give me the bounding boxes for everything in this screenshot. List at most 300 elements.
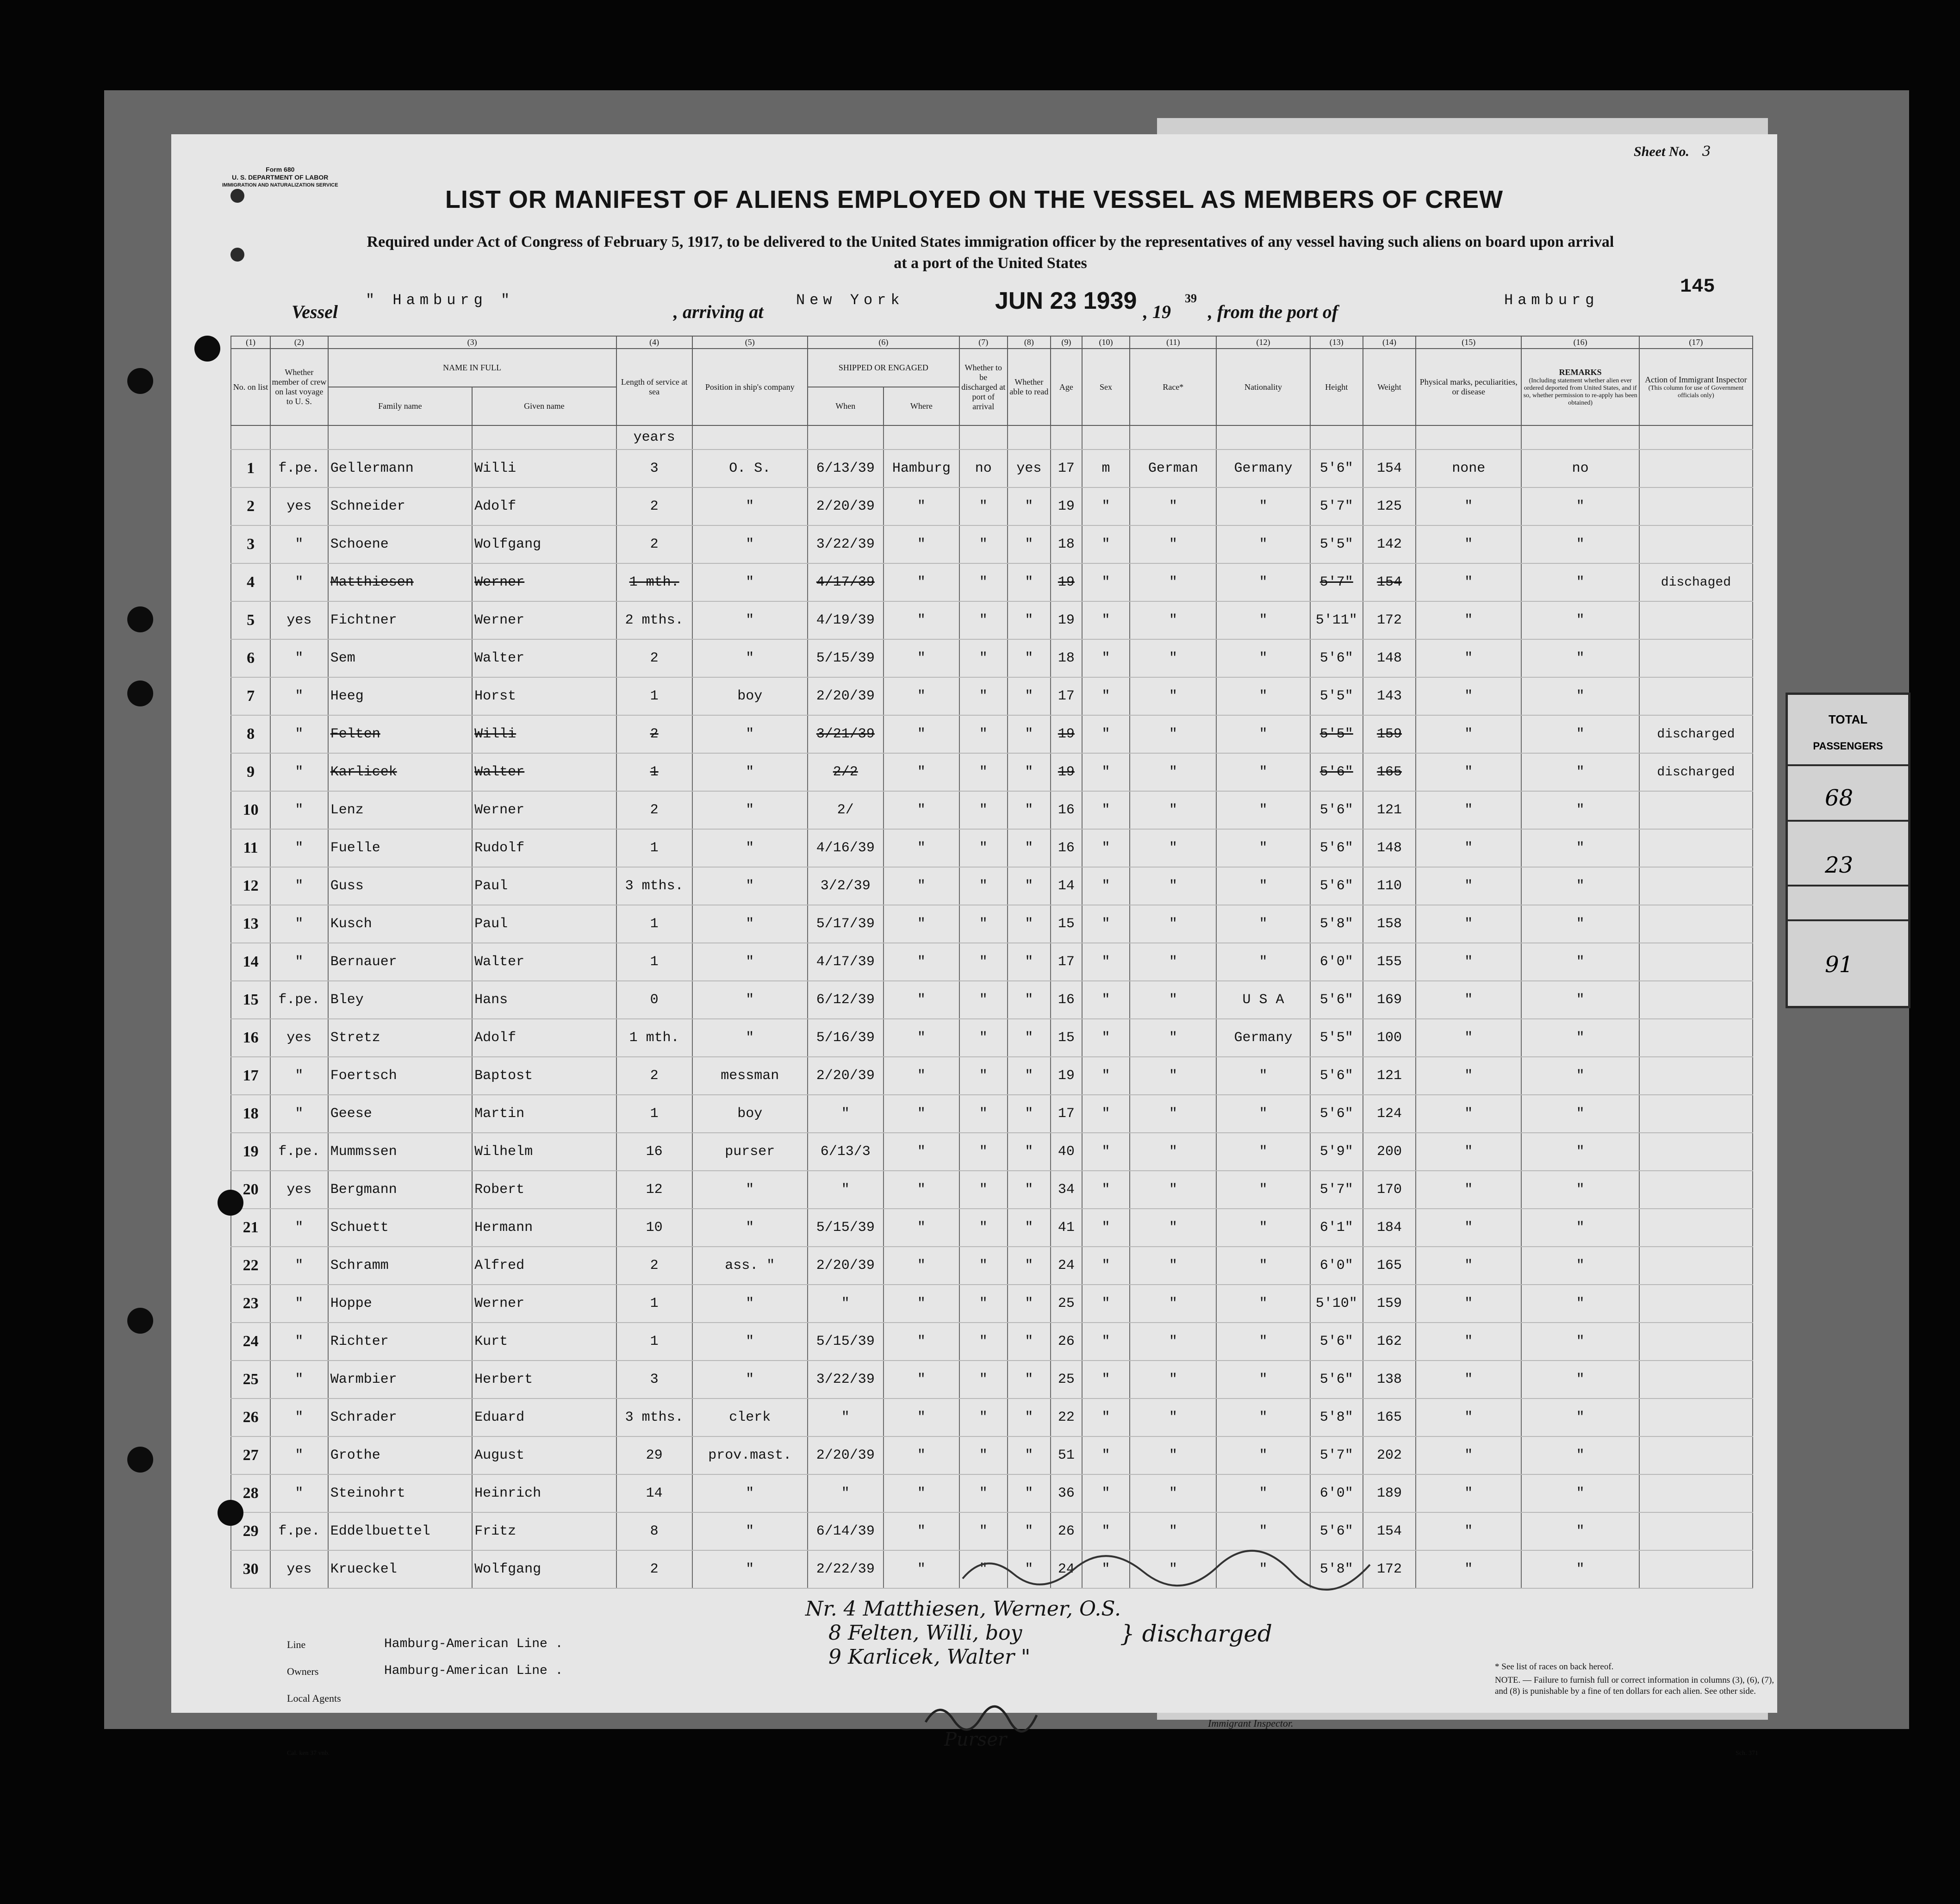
cell-disch: " [959, 1361, 1008, 1398]
cell-race: " [1130, 1095, 1216, 1133]
cell-nat: Germany [1216, 449, 1310, 487]
cell-read: " [1008, 943, 1051, 981]
cell-race: " [1130, 1361, 1216, 1398]
cell-nat: U S A [1216, 981, 1310, 1019]
cell-when: " [808, 1171, 884, 1209]
cell-remarks: " [1521, 1474, 1639, 1512]
col-race: Race* [1130, 349, 1216, 425]
cell-remarks: " [1521, 1285, 1639, 1323]
action-title: Action of Immigrant Inspector [1645, 375, 1747, 384]
cell-sex: " [1082, 1474, 1130, 1512]
cell-when: 5/16/39 [808, 1019, 884, 1057]
cell-where: " [884, 1285, 959, 1323]
col-num: (12) [1216, 336, 1310, 349]
cell-race: " [1130, 1474, 1216, 1512]
cell-weight: 121 [1363, 791, 1416, 829]
binder-hole [127, 680, 153, 706]
cell-read: " [1008, 1057, 1051, 1095]
col-action [1639, 349, 1753, 425]
cell-nat: " [1216, 1247, 1310, 1285]
cell-remarks: " [1521, 867, 1639, 905]
col-num: (1) [231, 336, 270, 349]
cell-no: 2 [231, 487, 270, 525]
cell-height: 5'9" [1310, 1133, 1363, 1171]
table-row [231, 981, 1753, 1019]
cell-member: " [270, 905, 328, 943]
owners-label: Owners [287, 1666, 319, 1677]
cell-given: Hermann [472, 1209, 616, 1247]
binder-hole [127, 1447, 153, 1473]
cell-action [1639, 1095, 1753, 1133]
cell-height: 5'6" [1310, 1512, 1363, 1550]
cell-length: 3 [616, 449, 692, 487]
cell-length: 3 mths. [616, 867, 692, 905]
cell-action [1639, 1398, 1753, 1436]
cell-length: 2 [616, 1247, 692, 1285]
cell-action [1639, 639, 1753, 677]
departure-port: Hamburg [1504, 292, 1599, 309]
cell-remarks: " [1521, 487, 1639, 525]
table-row [231, 829, 1753, 867]
cell-action: discharged [1639, 715, 1753, 753]
cell-where: " [884, 1057, 959, 1095]
cell-disch: " [959, 1512, 1008, 1550]
cell-given: Herbert [472, 1361, 616, 1398]
binder-hole [127, 368, 153, 394]
cell-no: 19 [231, 1133, 270, 1171]
cell-member: " [270, 525, 328, 563]
cell-weight: 162 [1363, 1323, 1416, 1361]
cell-nat: " [1216, 1474, 1310, 1512]
purser-signature [921, 1699, 1041, 1741]
cell-read: " [1008, 715, 1051, 753]
cell-member: yes [270, 1550, 328, 1588]
cell-disch: " [959, 639, 1008, 677]
cell-given: Werner [472, 563, 616, 601]
col-num: (6) [808, 336, 959, 349]
cell-given: Walter [472, 753, 616, 791]
cell-action [1639, 1474, 1753, 1512]
cell-height: 5'6" [1310, 639, 1363, 677]
sheet-number [1634, 144, 1711, 160]
cell-member: " [270, 1474, 328, 1512]
bullet-icon [230, 248, 244, 262]
cell-sex: " [1082, 981, 1130, 1019]
col-read: Whether able to read [1008, 349, 1051, 425]
cell-action [1639, 829, 1753, 867]
cell-disch: " [959, 829, 1008, 867]
cell-where: " [884, 715, 959, 753]
cell-nat: " [1216, 601, 1310, 639]
cell-when: 6/13/3 [808, 1133, 884, 1171]
cell-family: Heeg [328, 677, 472, 715]
cell-position: " [692, 1512, 808, 1550]
cell-height: 5'5" [1310, 677, 1363, 715]
cell-member: " [270, 1436, 328, 1474]
cell-read: " [1008, 1209, 1051, 1247]
cell-weight: 184 [1363, 1209, 1416, 1247]
cell-read: " [1008, 525, 1051, 563]
cell-family: Karlicek [328, 753, 472, 791]
table-row [231, 1057, 1753, 1095]
cell-where: " [884, 487, 959, 525]
cell-race: " [1130, 1247, 1216, 1285]
cell-weight: 125 [1363, 487, 1416, 525]
cell-given: Rudolf [472, 829, 616, 867]
cell-position: " [692, 487, 808, 525]
cell-read: " [1008, 981, 1051, 1019]
cell-disch: " [959, 1057, 1008, 1095]
cell-height: 5'6" [1310, 1095, 1363, 1133]
cell-weight: 121 [1363, 1057, 1416, 1095]
cell-when: 2/22/39 [808, 1550, 884, 1588]
cell-race: German [1130, 449, 1216, 487]
cell-given: Walter [472, 639, 616, 677]
cell-where: " [884, 1171, 959, 1209]
cell-length: 2 mths. [616, 601, 692, 639]
cell-height: 5'5" [1310, 715, 1363, 753]
cell-height: 5'11" [1310, 601, 1363, 639]
cell-length: 16 [616, 1133, 692, 1171]
cell-read: " [1008, 1133, 1051, 1171]
table-row [231, 1171, 1753, 1209]
cell-action: dischaged [1639, 563, 1753, 601]
cell-height: 5'6" [1310, 867, 1363, 905]
date-stamp: JUN 23 1939 [995, 287, 1137, 314]
cell-length: 2 [616, 639, 692, 677]
col-age: Age [1051, 349, 1082, 425]
cell-race: " [1130, 525, 1216, 563]
cell-family: Steinohrt [328, 1474, 472, 1512]
cell-weight: 165 [1363, 753, 1416, 791]
cell-disch: " [959, 981, 1008, 1019]
cell-action [1639, 791, 1753, 829]
total-value-1: 68 [1825, 785, 1854, 811]
cell-no: 7 [231, 677, 270, 715]
cell-given: Heinrich [472, 1474, 616, 1512]
table-row [231, 449, 1753, 487]
cell-position: " [692, 639, 808, 677]
cell-phys: " [1416, 487, 1521, 525]
cell-weight: 158 [1363, 905, 1416, 943]
cell-length: 2 [616, 791, 692, 829]
cell-where: " [884, 1209, 959, 1247]
cell-read: " [1008, 1171, 1051, 1209]
cell-given: Horst [472, 677, 616, 715]
cell-sex: " [1082, 715, 1130, 753]
cell-race: " [1130, 487, 1216, 525]
cell-weight: 200 [1363, 1133, 1416, 1171]
table-row [231, 1436, 1753, 1474]
cell-nat: " [1216, 1323, 1310, 1361]
cell-remarks: " [1521, 1436, 1639, 1474]
total-value-3: 91 [1825, 952, 1854, 978]
cell-where: " [884, 1550, 959, 1588]
cell-action [1639, 1512, 1753, 1550]
cell-member: f.pe. [270, 981, 328, 1019]
cell-race: " [1130, 639, 1216, 677]
cell-age: 18 [1051, 639, 1082, 677]
cell-where: " [884, 867, 959, 905]
cell-when: 4/16/39 [808, 829, 884, 867]
purser-role: Purser [944, 1729, 1007, 1750]
cell-member: " [270, 1285, 328, 1323]
cell-age: 16 [1051, 829, 1082, 867]
cell-position: " [692, 1550, 808, 1588]
cell-race: " [1130, 1209, 1216, 1247]
cell-no: 25 [231, 1361, 270, 1398]
cell-family: Krueckel [328, 1550, 472, 1588]
cell-height: 5'10" [1310, 1285, 1363, 1323]
cell-nat: " [1216, 791, 1310, 829]
cell-sex: " [1082, 601, 1130, 639]
cell-nat: " [1216, 525, 1310, 563]
cell-position: " [692, 525, 808, 563]
cell-phys: " [1416, 1323, 1521, 1361]
cell-position: O. S. [692, 449, 808, 487]
cell-when: 6/13/39 [808, 449, 884, 487]
cell-height: 5'7" [1310, 1436, 1363, 1474]
cell-given: Adolf [472, 1019, 616, 1057]
cell-sex: " [1082, 1398, 1130, 1436]
col-num: (4) [616, 336, 692, 349]
cell-disch: " [959, 1019, 1008, 1057]
cell-race: " [1130, 791, 1216, 829]
cell-length: 1 [616, 943, 692, 981]
cell-length: 10 [616, 1209, 692, 1247]
cell-no: 11 [231, 829, 270, 867]
cell-weight: 172 [1363, 601, 1416, 639]
cell-weight: 202 [1363, 1436, 1416, 1474]
cell-phys: " [1416, 1512, 1521, 1550]
col-num: (10) [1082, 336, 1130, 349]
cell-nat: " [1216, 1398, 1310, 1436]
table-row [231, 867, 1753, 905]
cell-height: 5'6" [1310, 981, 1363, 1019]
cell-sex: " [1082, 1133, 1130, 1171]
cell-disch: " [959, 867, 1008, 905]
cell-no: 28 [231, 1474, 270, 1512]
cell-no: 9 [231, 753, 270, 791]
cell-length: 3 mths. [616, 1398, 692, 1436]
binder-hole [218, 1190, 243, 1216]
cell-given: Alfred [472, 1247, 616, 1285]
cell-member: f.pe. [270, 449, 328, 487]
agents-label: Local Agents [287, 1692, 341, 1704]
cell-member: " [270, 639, 328, 677]
cell-read: " [1008, 487, 1051, 525]
cell-read: " [1008, 867, 1051, 905]
cell-weight: 143 [1363, 677, 1416, 715]
cell-when: 2/20/39 [808, 1247, 884, 1285]
bullet-icon [230, 189, 244, 203]
cell-member: yes [270, 601, 328, 639]
cell-given: Paul [472, 905, 616, 943]
cell-when: 3/2/39 [808, 867, 884, 905]
cell-phys: " [1416, 1133, 1521, 1171]
cell-phys: " [1416, 1361, 1521, 1398]
cell-race: " [1130, 563, 1216, 601]
cell-where: " [884, 1323, 959, 1361]
cell-height: 5'7" [1310, 563, 1363, 601]
remarks-note: (Including statement whether alien ever ordered deported from United States, and if so, whether permission to re-apply has been obtained) [1523, 377, 1637, 406]
cell-remarks: " [1521, 1057, 1639, 1095]
col-sex: Sex [1082, 349, 1130, 425]
cell-race: " [1130, 601, 1216, 639]
cell-length: 1 [616, 1095, 692, 1133]
column-number-row [231, 336, 1753, 349]
cell-height: 5'5" [1310, 1019, 1363, 1057]
col-num: (16) [1521, 336, 1639, 349]
cell-no: 10 [231, 791, 270, 829]
discharged-bracket: } discharged [1120, 1620, 1272, 1647]
cell-nat: " [1216, 867, 1310, 905]
cell-phys: " [1416, 1550, 1521, 1588]
col-no: No. on list [231, 349, 270, 425]
col-when: When [808, 387, 884, 425]
col-num: (8) [1008, 336, 1051, 349]
cell-race: " [1130, 829, 1216, 867]
cell-weight: 172 [1363, 1550, 1416, 1588]
cell-nat: " [1216, 905, 1310, 943]
header-row-1 [231, 349, 1753, 387]
cell-age: 17 [1051, 943, 1082, 981]
cell-family: Fichtner [328, 601, 472, 639]
cell-no: 30 [231, 1550, 270, 1588]
cell-family: Mummssen [328, 1133, 472, 1171]
table-row [231, 563, 1753, 601]
cell-sex: " [1082, 753, 1130, 791]
col-num: (15) [1416, 336, 1521, 349]
inspector-label: Immigrant Inspector. [1208, 1717, 1294, 1729]
cell-no: 16 [231, 1019, 270, 1057]
cell-phys: " [1416, 601, 1521, 639]
cell-remarks: " [1521, 563, 1639, 601]
col-num: (11) [1130, 336, 1216, 349]
cell-no: 24 [231, 1323, 270, 1361]
cell-family: Grothe [328, 1436, 472, 1474]
col-num: (2) [270, 336, 328, 349]
code-label: Cal. ken 37 vnb. [287, 1750, 330, 1757]
col-shipped: SHIPPED OR ENGAGED [808, 349, 959, 387]
cell-when: 5/15/39 [808, 1323, 884, 1361]
cell-disch: " [959, 1171, 1008, 1209]
cell-nat: " [1216, 1171, 1310, 1209]
cell-height: 5'6" [1310, 1057, 1363, 1095]
cell-race: " [1130, 677, 1216, 715]
cell-action [1639, 1247, 1753, 1285]
cell-remarks: " [1521, 1323, 1639, 1361]
binder-hole [127, 606, 153, 632]
cell-member: f.pe. [270, 1512, 328, 1550]
cell-position: " [692, 1285, 808, 1323]
cell-height: 5'8" [1310, 1398, 1363, 1436]
cell-given: Walter [472, 943, 616, 981]
cell-nat: " [1216, 563, 1310, 601]
cell-age: 36 [1051, 1474, 1082, 1512]
cell-no: 22 [231, 1247, 270, 1285]
cell-action [1639, 1285, 1753, 1323]
cell-action [1639, 601, 1753, 639]
table-row [231, 1095, 1753, 1133]
cell-no: 26 [231, 1398, 270, 1436]
cell-age: 19 [1051, 715, 1082, 753]
cell-position: " [692, 867, 808, 905]
cell-nat: " [1216, 1057, 1310, 1095]
cell-weight: 110 [1363, 867, 1416, 905]
cell-remarks: " [1521, 1019, 1639, 1057]
cell-weight: 154 [1363, 449, 1416, 487]
cell-weight: 189 [1363, 1474, 1416, 1512]
cell-no: 14 [231, 943, 270, 981]
cell-remarks: " [1521, 1133, 1639, 1171]
cell-position: purser [692, 1133, 808, 1171]
cell-action: discharged [1639, 753, 1753, 791]
cell-where: " [884, 1019, 959, 1057]
cell-nat: " [1216, 1133, 1310, 1171]
binder-hole [218, 1500, 243, 1526]
cell-weight: 138 [1363, 1361, 1416, 1398]
cell-family: Bergmann [328, 1171, 472, 1209]
cell-action [1639, 525, 1753, 563]
cell-where: " [884, 639, 959, 677]
inspector-signature [958, 1546, 1375, 1597]
col-nationality: Nationality [1216, 349, 1310, 425]
cell-length: 2 [616, 1550, 692, 1588]
remarks-title: REMARKS [1559, 367, 1602, 377]
binder-hole [127, 1308, 153, 1334]
cell-when: 3/22/39 [808, 525, 884, 563]
cell-weight: 142 [1363, 525, 1416, 563]
col-num: (5) [692, 336, 808, 349]
cell-action [1639, 487, 1753, 525]
col-position: Position in ship's company [692, 349, 808, 425]
cell-when: 5/15/39 [808, 639, 884, 677]
cell-sex: " [1082, 1209, 1130, 1247]
cell-remarks: " [1521, 1361, 1639, 1398]
owners-value: Hamburg-American Line . [384, 1664, 563, 1678]
cell-no: 12 [231, 867, 270, 905]
cell-weight: 154 [1363, 1512, 1416, 1550]
cell-where: " [884, 563, 959, 601]
cell-no: 15 [231, 981, 270, 1019]
cell-age: 26 [1051, 1512, 1082, 1550]
cell-given: Fritz [472, 1512, 616, 1550]
cell-family: Eddelbuettel [328, 1512, 472, 1550]
cell-when: " [808, 1095, 884, 1133]
cell-disch: " [959, 1133, 1008, 1171]
cell-remarks: " [1521, 715, 1639, 753]
cell-position: " [692, 753, 808, 791]
cell-no: 20 [231, 1171, 270, 1209]
cell-no: 4 [231, 563, 270, 601]
cell-nat: " [1216, 1285, 1310, 1323]
sheet-value: 3 [1702, 144, 1711, 160]
col-name: NAME IN FULL [328, 349, 616, 387]
page-stamp: 145 [1680, 275, 1715, 298]
cell-no: 3 [231, 525, 270, 563]
cell-action [1639, 981, 1753, 1019]
cell-where: " [884, 943, 959, 981]
subtitle-line-1: Required under Act of Congress of February 5, 1917, to be delivered to the United States immigration officer by the representatives of any vessel having such aliens on board upon arrival [367, 233, 1614, 250]
cell-family: Lenz [328, 791, 472, 829]
cell-action [1639, 1436, 1753, 1474]
department: U. S. DEPARTMENT OF LABOR [232, 174, 329, 181]
cell-family: Warmbier [328, 1361, 472, 1398]
cell-length: 29 [616, 1436, 692, 1474]
cell-no: 6 [231, 639, 270, 677]
cell-given: Werner [472, 601, 616, 639]
